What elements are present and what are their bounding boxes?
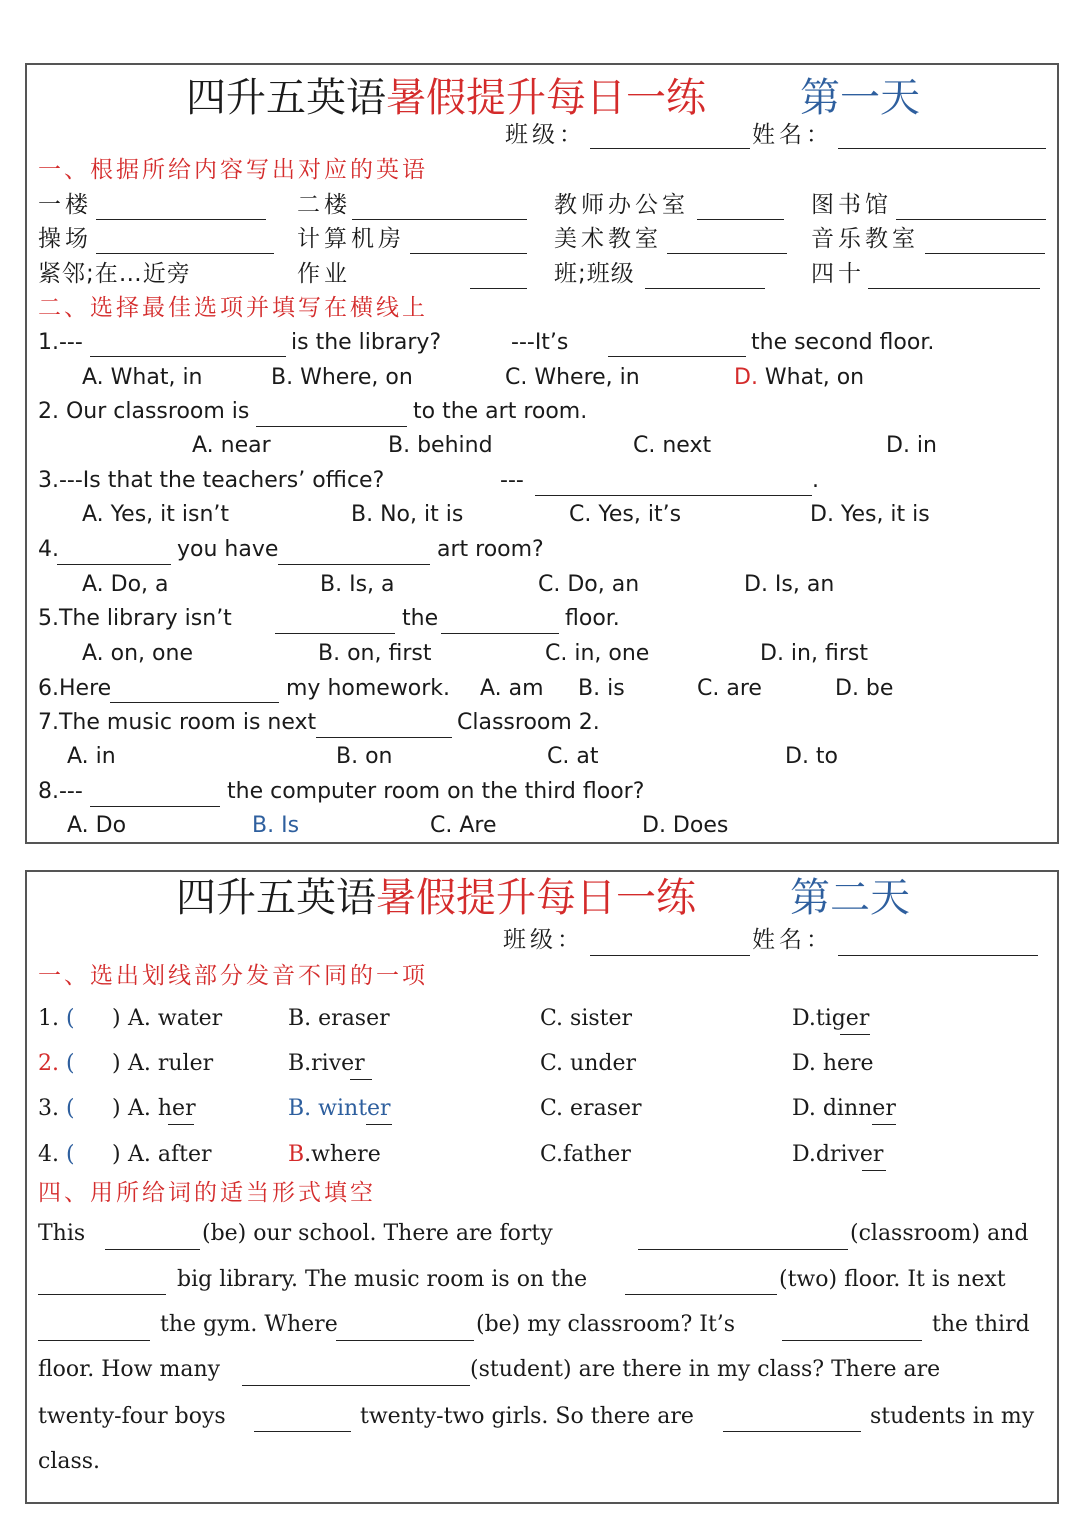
- q5-blank-2[interactable]: [441, 633, 559, 634]
- day2-section1-title: 一、选出划线部分发音不同的一项: [38, 963, 428, 989]
- option-c[interactable]: C.father: [540, 1142, 631, 1167]
- para-text: the third: [932, 1312, 1030, 1337]
- vocab-blank[interactable]: [645, 288, 765, 289]
- q6-text: my homework.: [286, 676, 451, 701]
- q7-option-d[interactable]: D. to: [785, 744, 839, 769]
- row-num: 4.: [38, 1142, 59, 1167]
- vocab-label: 班;班级: [554, 261, 635, 287]
- day2-name-label: 姓名：: [752, 927, 833, 953]
- para-blank[interactable]: [38, 1340, 150, 1341]
- para-text: class.: [38, 1449, 101, 1474]
- q1-text: 1.---: [38, 330, 83, 355]
- q3-text: 3.---Is that the teachers’ office?: [38, 468, 385, 493]
- para-text: the gym. Where: [160, 1312, 338, 1337]
- para-blank[interactable]: [723, 1431, 861, 1432]
- phonics-row-4: [38, 1142, 75, 1168]
- day2-class-field[interactable]: [590, 955, 750, 956]
- para-text: big library. The music room is on the: [177, 1267, 588, 1292]
- underline-mark: [366, 1124, 392, 1125]
- q3-option-d[interactable]: D. Yes, it is: [810, 502, 930, 527]
- q7-option-b[interactable]: B. on: [336, 744, 393, 769]
- option-b[interactable]: B. eraser: [288, 1006, 390, 1031]
- phonics-row-2: [38, 1051, 75, 1077]
- vocab-label: 四十: [811, 261, 865, 287]
- q3-blank[interactable]: [535, 495, 812, 496]
- day1-name-field[interactable]: [838, 148, 1046, 149]
- row-num: 3.: [38, 1096, 59, 1121]
- day2-class-label-text: 班级：: [503, 927, 584, 953]
- q4-text: 4.: [38, 537, 59, 562]
- q1-blank-2[interactable]: [608, 356, 746, 357]
- para-text: (be) our school. There are forty: [202, 1221, 553, 1246]
- q5-option-a[interactable]: A. on, one: [82, 641, 193, 666]
- q1-text: the second floor.: [751, 330, 935, 355]
- day2-title-red: 暑假提升每日一练: [376, 875, 696, 921]
- day1-class-label: 班级：: [505, 122, 586, 148]
- q6-text: 6.Here: [38, 676, 112, 701]
- vocab-label: 美术教室: [554, 226, 662, 252]
- q1-option-a[interactable]: A. What, in: [82, 365, 203, 390]
- vocab-label: 音乐教室: [811, 226, 919, 252]
- q2-option-c[interactable]: C. next: [633, 433, 712, 458]
- day1-title-day: 第一天: [800, 75, 920, 121]
- day1-title-red: 暑假提升每日一练: [386, 75, 706, 121]
- q7-option-c[interactable]: C. at: [547, 744, 599, 769]
- q5-blank-1[interactable]: [275, 633, 395, 634]
- para-blank[interactable]: [105, 1249, 200, 1250]
- q5-text: floor.: [565, 606, 620, 631]
- q4-text: you have: [177, 537, 279, 562]
- q4-text: art room?: [437, 537, 544, 562]
- q8-text: the computer room on the third floor?: [227, 779, 645, 804]
- q8-option-c[interactable]: C. Are: [430, 813, 497, 838]
- underline-mark: [840, 1034, 870, 1035]
- vocab-blank[interactable]: [925, 253, 1045, 254]
- option-c[interactable]: C. under: [540, 1051, 636, 1076]
- option-d[interactable]: D.driver: [792, 1142, 884, 1167]
- q5-text: 5.The library isn’t: [38, 606, 232, 631]
- day2-title-day: 第二天: [790, 875, 910, 921]
- vocab-label: 教师办公室: [554, 192, 689, 218]
- para-blank[interactable]: [336, 1340, 474, 1341]
- day2-class-label: [503, 927, 584, 953]
- q2-option-d[interactable]: D. in: [886, 433, 937, 458]
- underline-mark: [350, 1079, 372, 1080]
- q1-option-d-letter: D.: [734, 365, 758, 390]
- q1-option-d[interactable]: [734, 365, 864, 391]
- para-text: (two) floor. It is next: [779, 1267, 1006, 1292]
- para-blank[interactable]: [242, 1385, 470, 1386]
- q1-option-c[interactable]: C. Where, in: [505, 365, 640, 390]
- para-text: twenty-two girls. So there are: [360, 1404, 694, 1429]
- q3-option-c[interactable]: C. Yes, it’s: [569, 502, 682, 527]
- q8-option-b[interactable]: B. Is: [252, 813, 300, 838]
- option-b[interactable]: [288, 1142, 381, 1168]
- para-text: (student) are there in my class? There are: [470, 1357, 941, 1382]
- vocab-label: 图书馆: [811, 192, 892, 218]
- vocab-label: 计算机房: [297, 226, 405, 252]
- day2-name-field[interactable]: [838, 955, 1038, 956]
- q1-blank-1[interactable]: [90, 356, 286, 357]
- vocab-blank[interactable]: [667, 253, 787, 254]
- option-d[interactable]: D.tiger: [792, 1006, 870, 1031]
- q4-option-a[interactable]: A. Do, a: [82, 572, 169, 597]
- q5-option-d[interactable]: D. in, first: [760, 641, 868, 666]
- vocab-blank[interactable]: [470, 288, 527, 289]
- row-close-paren: ): [112, 1051, 121, 1076]
- q6-option-b[interactable]: B. is: [578, 676, 625, 701]
- q5-option-c[interactable]: C. in, one: [545, 641, 650, 666]
- vocab-label: 紧邻;在…近旁: [38, 261, 191, 287]
- underline-mark: [168, 1124, 194, 1125]
- q8-option-a[interactable]: A. Do: [67, 813, 127, 838]
- option-a[interactable]: A. her: [128, 1096, 196, 1121]
- q7-text: 7.The music room is next: [38, 710, 317, 735]
- day1-section2-title: 二、选择最佳选项并填写在横线上: [38, 295, 428, 321]
- q5-option-b[interactable]: B. on, first: [318, 641, 432, 666]
- q8-text: 8.---: [38, 779, 83, 804]
- day1-title-black: 四升五英语: [186, 75, 386, 121]
- para-blank[interactable]: [625, 1294, 777, 1295]
- q4-option-b[interactable]: B. Is, a: [320, 572, 395, 597]
- q8-option-d[interactable]: D. Does: [642, 813, 729, 838]
- q6-option-d[interactable]: D. be: [835, 676, 894, 701]
- vocab-blank[interactable]: [352, 219, 527, 220]
- vocab-blank[interactable]: [410, 253, 527, 254]
- q4-option-c[interactable]: C. Do, an: [538, 572, 640, 597]
- q3-option-b[interactable]: B. No, it is: [351, 502, 464, 527]
- underline-mark: [872, 1124, 896, 1125]
- q3-text: ---: [500, 468, 524, 493]
- para-blank[interactable]: [638, 1249, 848, 1250]
- q1-option-d-text: What, on: [757, 365, 865, 390]
- para-text: This: [38, 1221, 86, 1246]
- option-b-letter: B: [288, 1142, 305, 1167]
- q3-option-a[interactable]: A. Yes, it isn’t: [82, 502, 230, 527]
- option-a[interactable]: A. ruler: [128, 1051, 214, 1076]
- vocab-label: 二楼: [297, 192, 351, 218]
- q2-option-b[interactable]: B. behind: [388, 433, 493, 458]
- vocab-blank[interactable]: [697, 219, 784, 220]
- q2-option-a[interactable]: A. near: [192, 433, 271, 458]
- q3-text: .: [812, 468, 819, 493]
- option-a[interactable]: A. after: [128, 1142, 212, 1167]
- vocab-blank[interactable]: [96, 219, 266, 220]
- q2-text: to the art room.: [413, 399, 588, 424]
- q7-option-a[interactable]: A. in: [67, 744, 116, 769]
- q1-text: ---It’s: [511, 330, 569, 355]
- q6-option-c[interactable]: C. are: [697, 676, 762, 701]
- vocab-blank[interactable]: [96, 253, 274, 254]
- option-d[interactable]: D. dinner: [792, 1096, 896, 1121]
- row-num: 2.: [38, 1051, 59, 1076]
- q4-blank-1[interactable]: [57, 564, 171, 565]
- para-blank[interactable]: [782, 1340, 922, 1341]
- q1-text: is the library?: [291, 330, 442, 355]
- q4-blank-2[interactable]: [278, 564, 430, 565]
- option-d[interactable]: D. here: [792, 1051, 874, 1076]
- q4-option-d[interactable]: D. Is, an: [744, 572, 835, 597]
- day2-title: [176, 874, 696, 922]
- vocab-label: 作业: [297, 261, 351, 287]
- option-c[interactable]: C. eraser: [540, 1096, 642, 1121]
- para-text: (classroom) and: [850, 1221, 1029, 1246]
- option-a[interactable]: A. water: [128, 1006, 223, 1031]
- para-blank[interactable]: [38, 1294, 166, 1295]
- vocab-blank[interactable]: [896, 219, 1046, 220]
- q8-blank[interactable]: [90, 806, 220, 807]
- day1-title: [186, 74, 706, 122]
- vocab-label: 一楼: [38, 192, 92, 218]
- para-blank[interactable]: [254, 1431, 351, 1432]
- day2-title-black: 四升五英语: [176, 875, 376, 921]
- answer-paren[interactable]: (: [66, 1142, 75, 1167]
- row-close-paren: ): [112, 1096, 121, 1121]
- q2-blank[interactable]: [256, 426, 407, 427]
- option-c[interactable]: C. sister: [540, 1006, 633, 1031]
- q7-text: Classroom 2.: [457, 710, 600, 735]
- day1-name-label: 姓名：: [752, 122, 833, 148]
- q6-option-a[interactable]: A. am: [480, 676, 544, 701]
- vocab-blank[interactable]: [868, 288, 1040, 289]
- q7-blank[interactable]: [316, 737, 452, 738]
- answer-paren[interactable]: (: [66, 1096, 75, 1121]
- row-close-paren: ): [112, 1006, 121, 1031]
- para-text: twenty-four boys: [38, 1404, 226, 1429]
- para-text: students in my: [870, 1404, 1035, 1429]
- vocab-label: 操场: [38, 226, 92, 252]
- phonics-row-3: [38, 1096, 75, 1122]
- option-b[interactable]: B.river: [288, 1051, 365, 1076]
- row-num: 1.: [38, 1006, 59, 1031]
- row-close-paren: ): [112, 1142, 121, 1167]
- q6-blank[interactable]: [110, 702, 279, 703]
- q2-text: 2. Our classroom is: [38, 399, 250, 424]
- underline-mark: [862, 1170, 886, 1171]
- answer-paren[interactable]: (: [66, 1051, 75, 1076]
- answer-paren[interactable]: (: [66, 1006, 75, 1031]
- para-text: (be) my classroom? It’s: [476, 1312, 736, 1337]
- q5-text: the: [402, 606, 439, 631]
- day2-section4-title: 四、用所给词的适当形式填空: [38, 1180, 376, 1206]
- day1-section1-title: 一、根据所给内容写出对应的英语: [38, 157, 428, 183]
- option-b[interactable]: B. winter: [288, 1096, 391, 1121]
- para-text: floor. How many: [38, 1357, 221, 1382]
- day1-class-field[interactable]: [590, 148, 750, 149]
- q1-option-b[interactable]: B. Where, on: [271, 365, 413, 390]
- option-b-rest: .where: [304, 1142, 381, 1167]
